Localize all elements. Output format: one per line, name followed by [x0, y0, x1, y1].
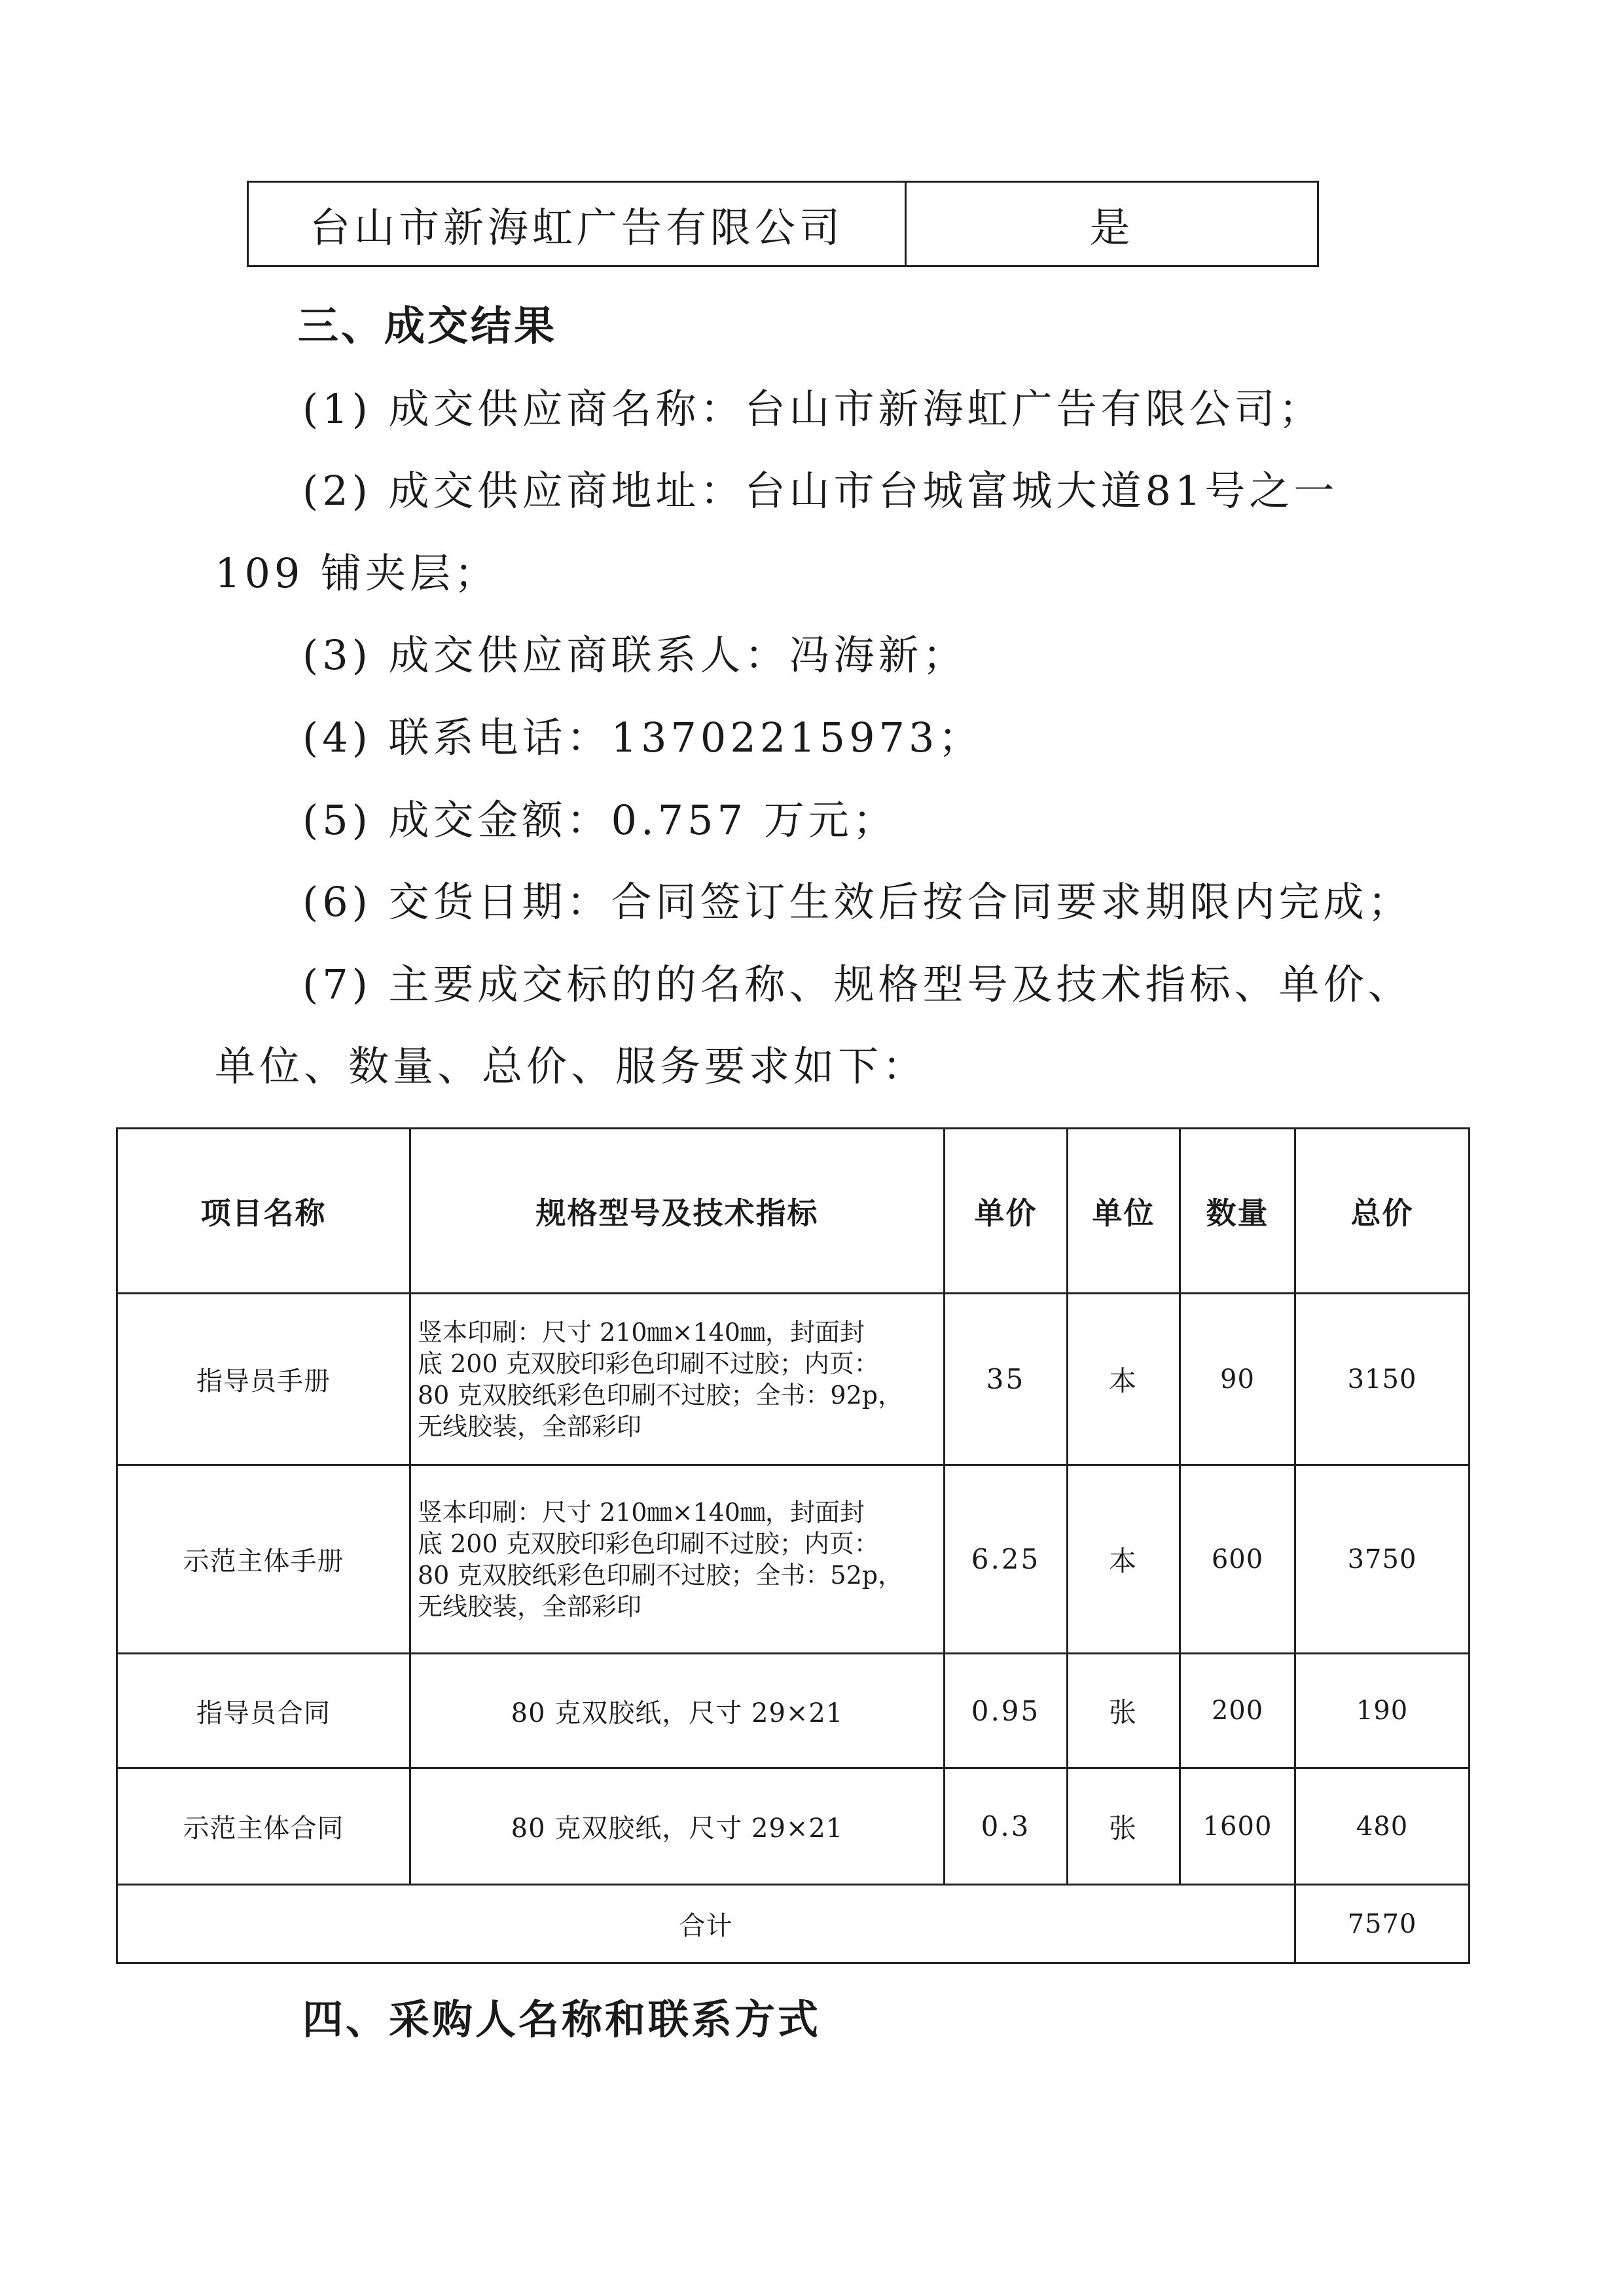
- result-item-supplier-name: (1) 成交供应商名称：台山市新海虹广告有限公司；: [302, 385, 1324, 433]
- result-item-amount: (5) 成交金额：0.757 万元；: [302, 796, 897, 844]
- spec-line: 80 克双胶纸彩色印刷不过胶；全书：92p，: [418, 1380, 903, 1410]
- table-row: [117, 1768, 1470, 1885]
- quantity-cell: 90: [1180, 1294, 1295, 1465]
- spec-cell: [410, 1294, 945, 1465]
- item-name-cell: 指导员合同: [117, 1654, 410, 1768]
- spec-line: 无线胶装，全部彩印: [418, 1592, 642, 1621]
- unit-cell: 张: [1068, 1654, 1180, 1768]
- spec-cell: [410, 1465, 945, 1654]
- total-price-cell: 480: [1295, 1768, 1470, 1885]
- unit-price-cell: 6.25: [945, 1465, 1068, 1654]
- section-heading-results: 三、成交结果: [298, 302, 558, 350]
- section-heading-purchaser: 四、采购人名称和联系方式: [302, 1995, 821, 2043]
- table-total-row: [117, 1885, 1470, 1963]
- total-value-cell: 7570: [1295, 1885, 1470, 1963]
- header-item-name: 项目名称: [117, 1129, 410, 1294]
- table-header-row: [117, 1129, 1470, 1294]
- item-name-cell: 示范主体合同: [117, 1768, 410, 1885]
- spec-cell: 80 克双胶纸，尺寸 29×21: [410, 1768, 945, 1885]
- item-name-cell: 指导员手册: [117, 1294, 410, 1465]
- supplier-name-cell: 台山市新海虹广告有限公司: [248, 182, 906, 266]
- response-value-cell: 是: [906, 182, 1318, 266]
- unit-price-cell: 0.3: [945, 1768, 1068, 1885]
- spec-cell: 80 克双胶纸，尺寸 29×21: [410, 1654, 945, 1768]
- table-row: [248, 182, 1318, 266]
- header-unit: 单位: [1068, 1129, 1180, 1294]
- header-spec: 规格型号及技术指标: [410, 1129, 945, 1294]
- total-label-cell: 合计: [117, 1885, 1295, 1963]
- result-item-supplier-address-continued: 109 铺夹层；: [215, 549, 499, 597]
- spec-line: 竖本印刷：尺寸 210㎜×140㎜，封面封: [418, 1317, 865, 1347]
- result-item-phone: (4) 联系电话：13702215973；: [302, 714, 983, 761]
- unit-cell: 本: [1068, 1294, 1180, 1465]
- spec-line: 底 200 克双胶印彩色印刷不过胶；内页：: [418, 1349, 879, 1378]
- result-item-delivery-date: (6) 交货日期：合同签订生效后按合同要求期限内完成；: [302, 878, 1413, 926]
- quantity-cell: 600: [1180, 1465, 1295, 1654]
- unit-cell: 张: [1068, 1768, 1180, 1885]
- result-item-contact-person: (3) 成交供应商联系人：冯海新；: [302, 631, 967, 679]
- quantity-cell: 1600: [1180, 1768, 1295, 1885]
- spec-line: 无线胶装，全部彩印: [418, 1412, 642, 1441]
- total-price-cell: 3750: [1295, 1465, 1470, 1654]
- spec-line: 竖本印刷：尺寸 210㎜×140㎜，封面封: [418, 1497, 865, 1527]
- result-item-main-subjects-continued: 单位、数量、总价、服务要求如下：: [215, 1042, 928, 1090]
- table-row: [117, 1294, 1470, 1465]
- procurement-items-table: [116, 1127, 1470, 1964]
- unit-cell: 本: [1068, 1465, 1180, 1654]
- result-item-supplier-address: (2) 成交供应商地址：台山市台城富城大道81号之一: [302, 467, 1339, 515]
- total-price-cell: 3150: [1295, 1294, 1470, 1465]
- spec-line: 80 克双胶纸彩色印刷不过胶；全书：52p，: [418, 1560, 903, 1590]
- quantity-cell: 200: [1180, 1654, 1295, 1768]
- spec-line: 底 200 克双胶印彩色印刷不过胶；内页：: [418, 1529, 879, 1558]
- header-quantity: 数量: [1180, 1129, 1295, 1294]
- supplier-response-table: [247, 181, 1319, 267]
- header-unit-price: 单价: [945, 1129, 1068, 1294]
- table-row: [117, 1654, 1470, 1768]
- item-name-cell: 示范主体手册: [117, 1465, 410, 1654]
- unit-price-cell: 35: [945, 1294, 1068, 1465]
- unit-price-cell: 0.95: [945, 1654, 1068, 1768]
- result-item-main-subjects: (7) 主要成交标的的名称、规格型号及技术指标、单价、: [302, 960, 1413, 1008]
- total-price-cell: 190: [1295, 1654, 1470, 1768]
- header-total-price: 总价: [1295, 1129, 1470, 1294]
- table-row: [117, 1465, 1470, 1654]
